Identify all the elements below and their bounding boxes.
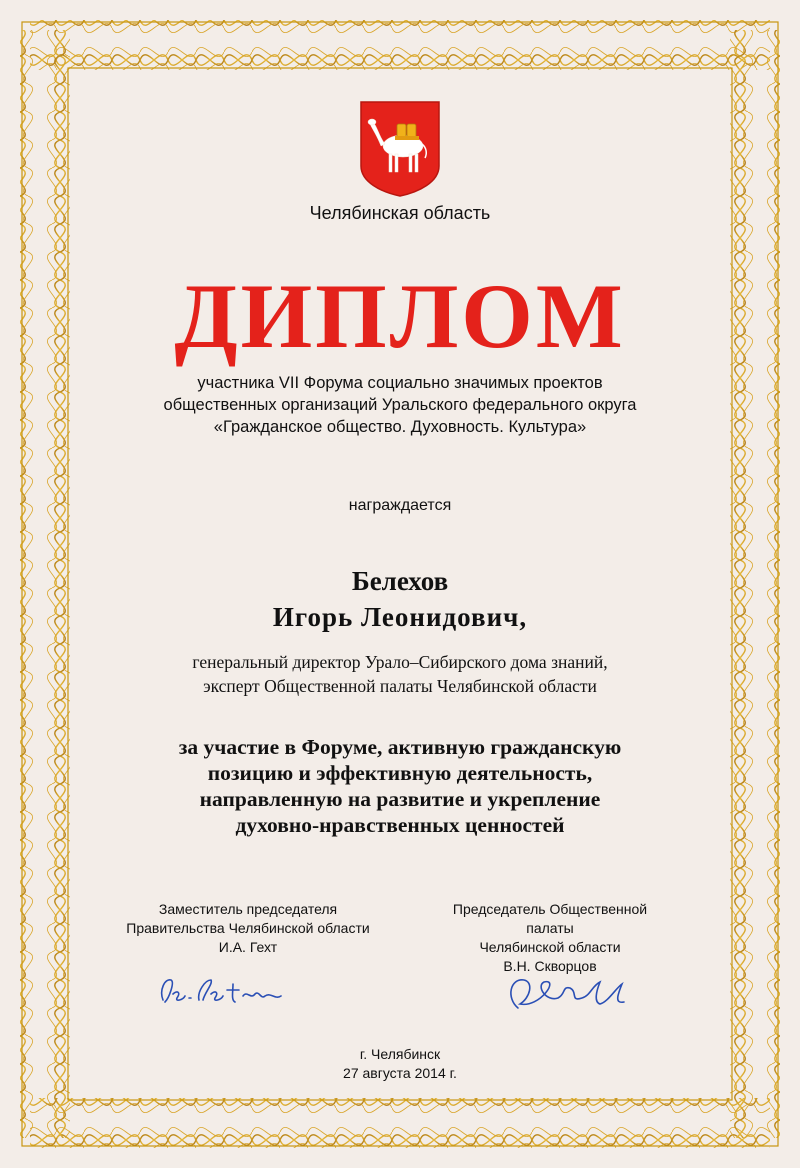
region-name: Челябинская область <box>309 203 491 223</box>
awarded-label: награждается <box>348 497 452 514</box>
left-signatory-line: Правительства Челябинской области <box>126 920 370 936</box>
position-line: генеральный директор Урало–Сибирского дома знаний, <box>192 652 608 672</box>
diploma-title: ДИПЛОМ <box>174 265 626 367</box>
subtitle-line: «Гражданское общество. Духовность. Культура» <box>213 418 587 436</box>
right-signatory-line: Председатель Общественной палаты <box>452 901 648 936</box>
position-line: эксперт Общественной палаты Челябинской области <box>203 676 597 696</box>
right-signatory-line: В.Н. Скворцов <box>503 958 597 974</box>
reason-line: за участие в Форуме, активную гражданскую <box>178 735 622 759</box>
left-handwritten-signature <box>155 970 295 1010</box>
subtitle-line: общественных организаций Уральского федерального округа <box>163 396 637 414</box>
left-signatory-line: И.А. Гехт <box>218 939 278 955</box>
recipient-given-names: Игорь Леонидович, <box>272 602 528 632</box>
recipient-position <box>0 650 800 698</box>
recipient-surname: Белехов <box>351 566 449 596</box>
left-signatory-line: Заместитель председателя <box>158 901 338 917</box>
forum-subtitle <box>0 372 800 438</box>
date: 27 августа 2014 г. <box>343 1065 457 1081</box>
reason-line: направленную на развитие и укрепление <box>199 787 601 811</box>
award-reason <box>0 734 800 838</box>
chelyabinsk-coat-of-arms-emblem <box>359 100 441 198</box>
reason-line: позицию и эффективную деятельность, <box>207 761 593 785</box>
right-handwritten-signature <box>500 968 640 1018</box>
place-and-date <box>0 1045 800 1083</box>
right-signatory-line: Челябинской области <box>479 939 621 955</box>
city: г. Челябинск <box>359 1046 441 1062</box>
right-signatory-block <box>430 900 670 976</box>
reason-line: духовно-нравственных ценностей <box>235 813 565 837</box>
subtitle-line: участника VII Форума социально значимых проектов <box>197 374 603 392</box>
left-signatory-block <box>118 900 378 957</box>
